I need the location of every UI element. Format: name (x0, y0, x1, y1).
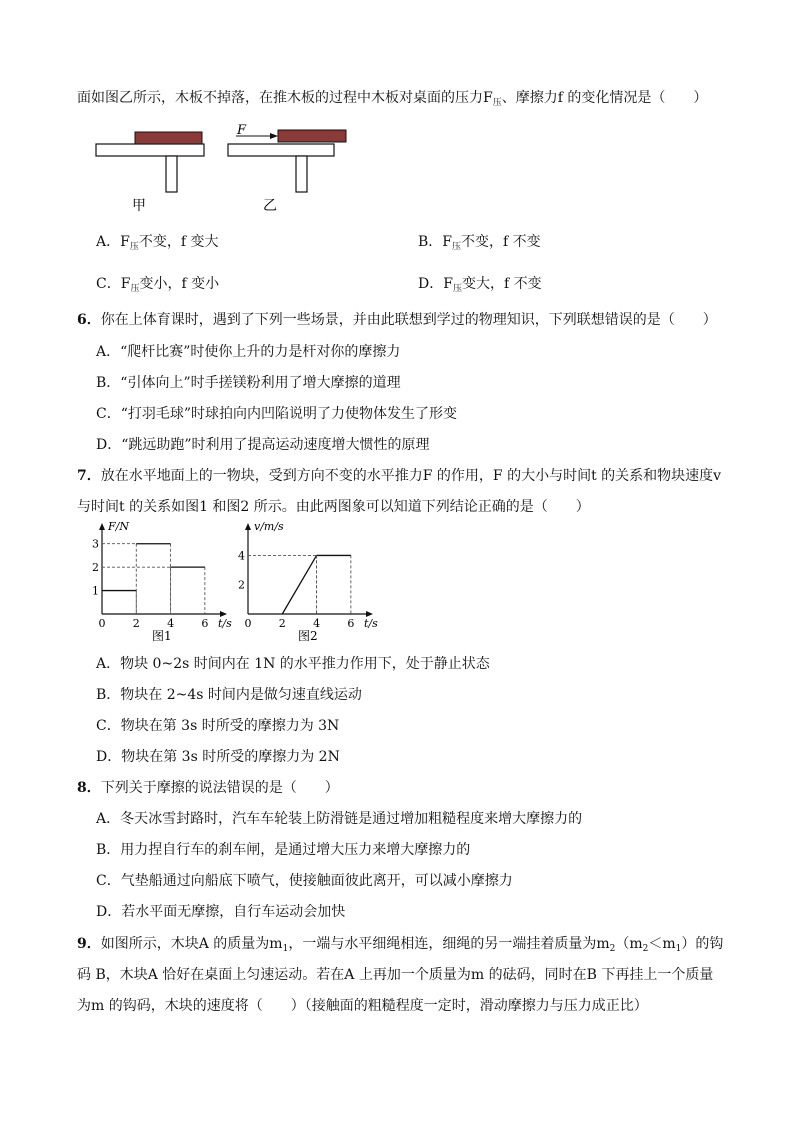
q5-option-a-sub: 压 (129, 242, 139, 252)
q9-text-e: ）的钩 (681, 936, 724, 952)
q5-option-c[interactable] (96, 274, 219, 299)
q5-stem-sub: 压 (492, 98, 502, 108)
x-axis-label: t/s (364, 617, 378, 630)
x-tick-label: 4 (313, 617, 321, 630)
q6-number: 6． (77, 312, 101, 328)
q5-option-d[interactable] (418, 274, 542, 299)
q5-option-b-text: 不变，f 不变 (461, 234, 541, 250)
q5-option-a-f: F (120, 234, 130, 250)
q6-option-d[interactable]: D．“跳远助跑”时利用了提高运动速度增大惯性的原理 (96, 437, 430, 453)
q9-sub-m1b: 1 (675, 944, 682, 954)
q5-option-b-sub: 压 (452, 242, 462, 252)
q9-text-a: 如图所示，木块A 的质量为m (100, 936, 283, 952)
q7-number: 7． (77, 468, 101, 484)
label-jia: 甲 (132, 198, 146, 214)
q9-line3: 为m 的钩码，木块的速度将（ ）（接触面的粗糙程度一定时，滑动摩擦力与压力成正比） (77, 998, 648, 1014)
q7-option-b[interactable]: B．物块在 2~4s 时间内是做匀速直线运动 (96, 687, 362, 703)
data-segment (282, 555, 316, 614)
q7-option-d[interactable]: D．物块在第 3s 时所受的摩擦力为 2N (96, 749, 340, 765)
q7-option-c[interactable]: C．物块在第 3s 时所受的摩擦力为 3N (96, 718, 340, 734)
q7-stem-line2: 与时间t 的关系如图1 和图2 所示。由此两图象可以知道下列结论正确的是（ ） (77, 499, 590, 515)
y-tick-label: 4 (238, 549, 245, 563)
q5-stem (77, 88, 707, 113)
q5-option-a-text: 不变，f 变大 (138, 234, 219, 250)
table-left (96, 144, 204, 156)
x-tick-label: 0 (98, 617, 106, 630)
y-tick-label: 2 (92, 561, 99, 575)
chart-title: 图1 (152, 629, 172, 643)
board-figure (90, 124, 360, 220)
q7-stem-line1 (77, 466, 721, 486)
table-right-leg (296, 156, 307, 192)
q5-option-c-text: 变小，f 变小 (139, 276, 220, 292)
y-axis-label: v/m/s (254, 522, 284, 533)
board-left (135, 132, 202, 144)
force-label: F (237, 124, 247, 138)
q5-option-c-sub: 压 (130, 284, 140, 294)
q8-number: 8． (77, 780, 101, 796)
chart-f-vs-t (84, 522, 234, 644)
x-tick-label: 2 (132, 617, 140, 630)
q5-stem-text: 面如图乙所示，木板不掉落，在推木板的过程中木板对桌面的压力F (77, 90, 493, 106)
q8-option-b[interactable]: B．用力捏自行车的刹车闸，是通过增大压力来增大摩擦力的 (96, 842, 471, 858)
q8-option-c[interactable]: C．气垫船通过向船底下喷气，使接触面彼此离开，可以减小摩擦力 (96, 873, 513, 889)
force-arrow-head (270, 133, 278, 139)
y-tick-label: 3 (92, 537, 99, 551)
y-axis-arrow (99, 523, 105, 530)
q6-stem (77, 310, 717, 330)
q7-stem-text1: 放在水平地面上的一物块，受到方向不变的水平推力F 的作用，F 的大小与时间t 的关系和物块速度v (100, 468, 722, 484)
x-tick-label: 6 (201, 617, 209, 630)
x-tick-label: 6 (347, 617, 355, 630)
q6-stem-text: 你在上体育课时，遇到了下列一些场景，并由此联想到学过的物理知识，下列联想错误的是（ ） (100, 312, 717, 328)
q5-option-d-sub: 压 (452, 284, 462, 294)
q9-sub-m1: 1 (282, 944, 289, 954)
q9-sub-m2b: 2 (642, 944, 649, 954)
q8-stem (77, 778, 339, 798)
q5-option-d-letter: D． (418, 276, 444, 292)
x-tick-label: 2 (278, 617, 286, 630)
q5-option-b-f: F (442, 234, 453, 250)
q9-number: 9． (77, 936, 101, 952)
q9-text-b: ，一端与水平细绳相连，细绳的另一端挂着质量为m (288, 936, 610, 952)
q9-text-d: ＜m (648, 936, 676, 952)
label-yi: 乙 (263, 198, 277, 214)
table-left-leg (166, 156, 177, 192)
q8-option-a[interactable]: A．冬天冰雪封路时，汽车车轮装上防滑链是通过增加粗糙程度来增大摩擦力的 (96, 811, 583, 827)
q5-option-c-letter: C． (96, 276, 121, 292)
q6-option-c[interactable]: C．“打羽毛球”时球拍向内凹陷说明了力使物体发生了形变 (96, 406, 458, 422)
q5-option-a[interactable] (96, 232, 219, 257)
q5-option-c-f: F (120, 276, 131, 292)
q8-option-d[interactable]: D．若水平面无摩擦，自行车运动会加快 (96, 904, 346, 920)
q9-text-c: （m (615, 936, 643, 952)
x-tick-label: 0 (244, 617, 252, 630)
q9-sub-m2: 2 (609, 944, 616, 954)
q9-line1 (77, 934, 723, 959)
q5-option-b[interactable] (418, 232, 541, 257)
q7-option-a[interactable]: A．物块 0~2s 时间内在 1N 的水平推力作用下，处于静止状态 (96, 656, 490, 672)
chart-v-vs-t (230, 522, 380, 644)
y-tick-label: 2 (238, 578, 245, 592)
board-right (278, 130, 346, 142)
y-tick-label: 1 (92, 584, 99, 598)
q5-option-b-letter: B． (418, 234, 443, 250)
x-tick-label: 4 (167, 617, 175, 630)
y-axis-arrow (245, 523, 251, 530)
table-right (228, 144, 334, 156)
q5-option-d-f: F (443, 276, 453, 292)
q6-option-a[interactable]: A．“爬杆比赛”时使你上升的力是杆对你的摩擦力 (96, 344, 401, 360)
q5-option-d-text: 变大，f 不变 (461, 276, 542, 292)
y-axis-label: F/N (108, 522, 129, 533)
q5-stem-tail: 、摩擦力f 的变化情况是（ ） (501, 90, 708, 106)
x-axis-label: t/s (218, 617, 232, 630)
q9-line2: 码 B，木块A 恰好在桌面上匀速运动。若在A 上再加一个质量为m 的砝码，同时在B 下再挂上一个质量 (77, 967, 714, 983)
chart-title: 图2 (298, 629, 318, 643)
q6-option-b[interactable]: B．“引体向上”时手搓镁粉利用了增大摩擦的道理 (96, 375, 401, 391)
q8-stem-text: 下列关于摩擦的说法错误的是（ ） (100, 780, 339, 796)
q5-option-a-letter: A． (96, 234, 121, 250)
